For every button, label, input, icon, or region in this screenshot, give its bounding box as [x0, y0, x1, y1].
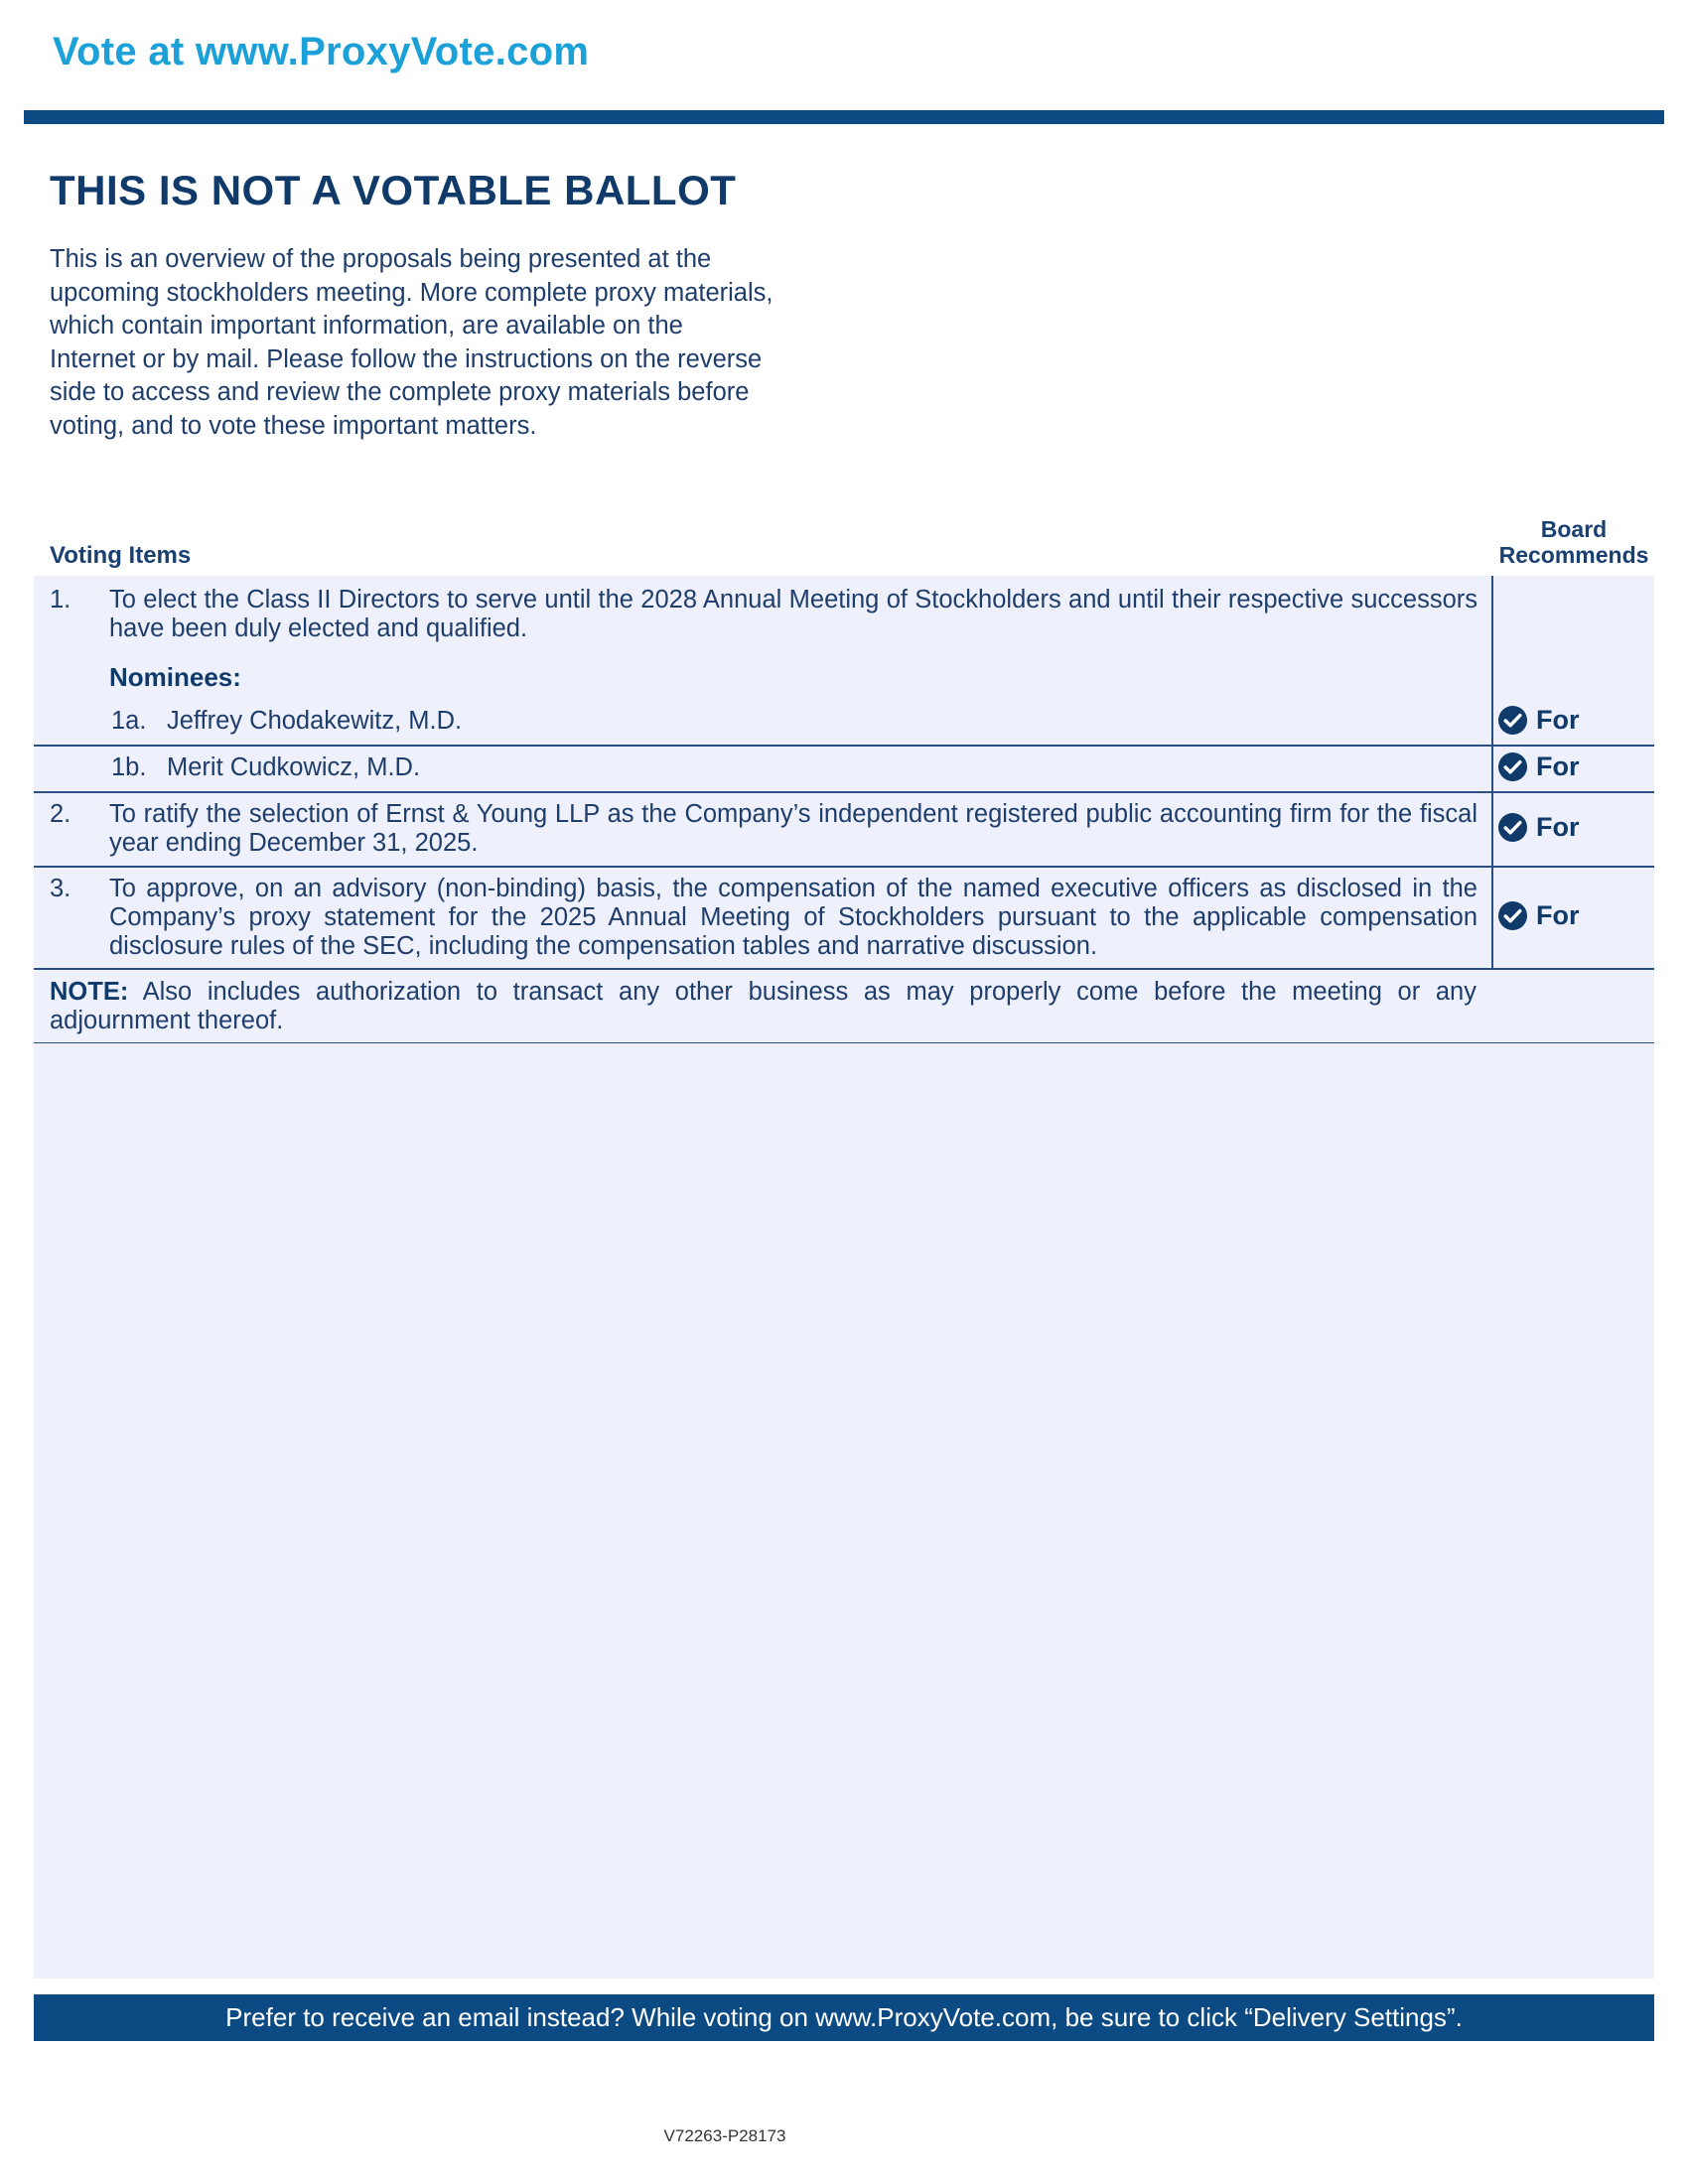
intro-line: which contain important information, are available on the	[50, 312, 683, 340]
item-1-text: To elect the Class II Directors to serve until the 2028 Annual Meeting of Stockholders and until their respective successors have been duly elected and qualified.	[109, 586, 1477, 642]
nominee-1b-number: 1b.	[111, 753, 147, 781]
note-paragraph	[50, 978, 1477, 1035]
recommendation-column-divider	[1491, 576, 1493, 968]
check-circle-icon	[1497, 751, 1528, 782]
check-circle-icon	[1497, 812, 1528, 843]
item-1-number: 1.	[50, 586, 71, 614]
recommends-header-line: Recommends	[1498, 542, 1649, 568]
top-divider	[24, 110, 1664, 124]
delivery-settings-banner	[34, 1994, 1654, 2041]
recommendation-label: For	[1536, 751, 1580, 781]
nominees-label: Nominees:	[109, 662, 241, 692]
nominee-1a-name: Jeffrey Chodakewitz, M.D.	[167, 707, 463, 735]
row-divider	[34, 968, 1654, 970]
note-divider	[34, 1042, 1654, 1043]
note-label: NOTE:	[50, 978, 129, 1006]
page-title: THIS IS NOT A VOTABLE BALLOT	[50, 167, 737, 213]
intro-line: voting, and to vote these important matters.	[50, 411, 537, 440]
row-divider	[34, 791, 1654, 793]
recommendation-label: For	[1536, 705, 1580, 735]
nominee-1a-recommendation	[1497, 705, 1580, 736]
intro-paragraph	[50, 243, 834, 443]
intro-line: Internet or by mail. Please follow the instructions on the reverse	[50, 344, 763, 373]
intro-line: This is an overview of the proposals being presented at the	[50, 245, 712, 273]
row-divider	[34, 745, 1654, 747]
recommendation-label: For	[1536, 812, 1580, 842]
row-divider	[34, 866, 1654, 868]
item-3-number: 3.	[50, 875, 71, 902]
banner-text: Prefer to receive an email instead? While voting on www.ProxyVote.com, be sure to click “Delivery Settings”.	[225, 2002, 1463, 2032]
vote-at-proxyvote-header: Vote at www.ProxyVote.com	[53, 30, 590, 73]
note-text: Also includes authorization to transact any other business as may properly come before the meeting or any adjournment thereof.	[50, 978, 1477, 1034]
item-2-recommendation	[1497, 812, 1580, 843]
item-2-number: 2.	[50, 800, 71, 828]
voting-items-panel	[34, 576, 1654, 1979]
board-header-line: Board	[1540, 516, 1608, 542]
intro-line: side to access and review the complete proxy materials before	[50, 378, 750, 406]
document-code: V72263-P28173	[663, 2126, 786, 2145]
nominee-1b-recommendation	[1497, 751, 1580, 782]
check-circle-icon	[1497, 900, 1528, 931]
board-recommends-header	[1492, 516, 1655, 568]
nominee-1b-name: Merit Cudkowicz, M.D.	[167, 753, 421, 781]
check-circle-icon	[1497, 705, 1528, 736]
recommendation-label: For	[1536, 900, 1580, 930]
item-2-text: To ratify the selection of Ernst & Young LLP as the Company’s independent registered public accounting firm for the fiscal year ending December 31, 2025.	[109, 800, 1477, 857]
voting-items-header: Voting Items	[50, 542, 192, 569]
item-3-text: To approve, on an advisory (non-binding) basis, the compensation of the named executive officers as disclosed in the Company’s proxy statement for the 2025 Annual Meeting of Stockholders pursuant to the applicable compensation disclosure rules of the SEC, including the compensation tables and narrative discussion.	[109, 875, 1477, 960]
item-3-recommendation	[1497, 900, 1580, 931]
intro-line: upcoming stockholders meeting. More complete proxy materials,	[50, 278, 774, 307]
nominee-1a-number: 1a.	[111, 707, 147, 735]
